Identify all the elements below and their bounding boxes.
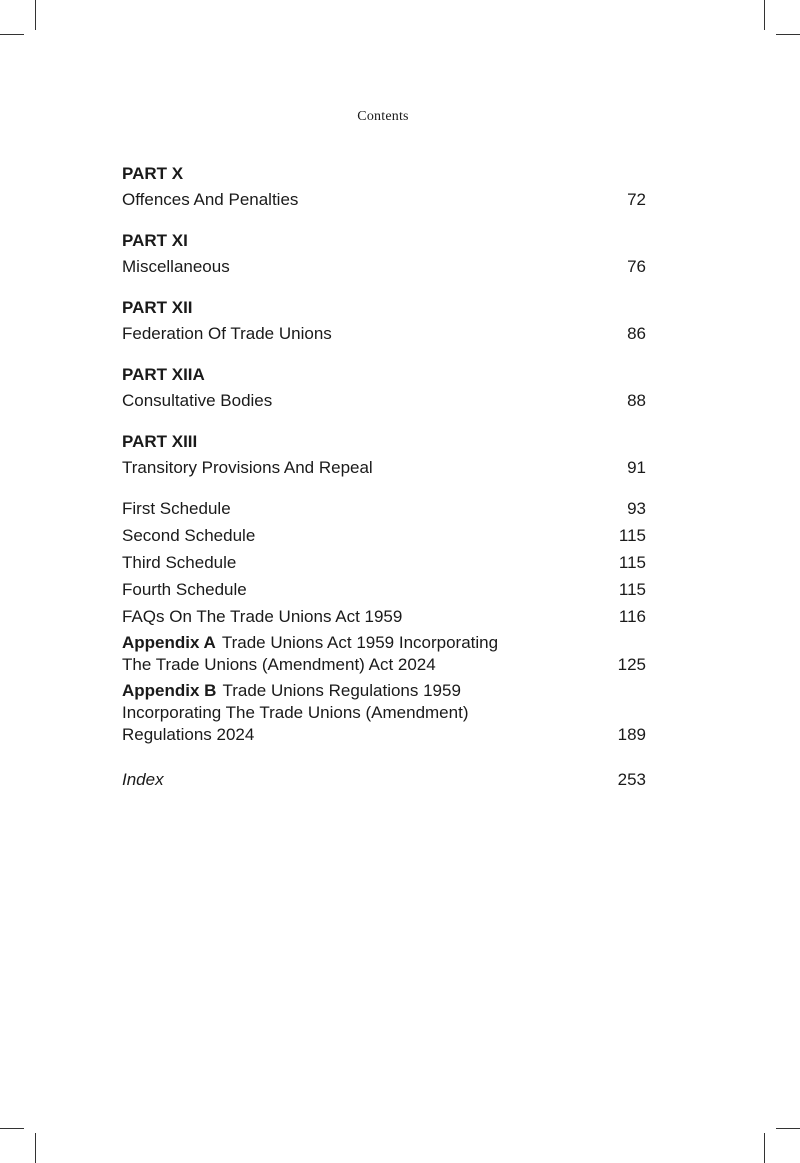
entry-page-number: 125 [617,655,646,674]
toc-entry-appendix-b[interactable] [122,680,646,746]
table-of-contents [122,160,646,793]
entry-title: Federation Of Trade Unions [122,324,332,343]
entry-page-number: 91 [627,458,646,477]
toc-part-x [122,160,646,213]
entry-title: Offences And Penalties [122,190,299,209]
entry-title: Third Schedule [122,553,237,572]
entry-title: First Schedule [122,499,231,518]
toc-entry[interactable] [122,522,646,549]
toc-entry[interactable] [122,455,646,481]
entry-page-number: 115 [618,553,646,572]
appendix-title-line: Incorporating The Trade Unions (Amendment) [122,703,469,722]
running-head: Contents [357,109,409,124]
toc-schedules [122,495,646,793]
crop-mark-bottom-left-h [0,1128,24,1129]
toc-entry[interactable] [122,576,646,603]
crop-mark-bottom-left [35,1133,36,1163]
toc-entry[interactable] [122,388,646,414]
toc-entry[interactable] [122,495,646,522]
entry-page-number: 115 [618,580,646,599]
crop-mark-top-right-h [776,34,800,35]
crop-mark-bottom-right [764,1133,765,1163]
appendix-tag: Appendix A [122,633,216,652]
entry-title: Consultative Bodies [122,391,273,410]
toc-entry[interactable] [122,187,646,213]
part-label: PART XIII [122,432,198,451]
entry-page-number: 76 [627,257,646,276]
entry-page-number: 93 [627,499,646,518]
appendix-title-line: Regulations 2024 [122,725,255,744]
toc-part-xi [122,227,646,280]
entry-title: Index [122,770,164,789]
appendix-title-line: The Trade Unions (Amendment) Act 2024 [122,655,436,674]
crop-mark-bottom-right-h [776,1128,800,1129]
entry-title [122,632,552,676]
entry-title: FAQs On The Trade Unions Act 1959 [122,607,403,626]
appendix-title-line: Trade Unions Act 1959 Incorporating [221,633,499,652]
crop-mark-top-left [35,0,36,30]
entry-title [122,680,552,746]
toc-entry[interactable] [122,603,646,630]
crop-mark-top-left-h [0,34,24,35]
entry-title: Fourth Schedule [122,580,247,599]
entry-page-number: 72 [627,190,646,209]
toc-entry[interactable] [122,549,646,576]
entry-page-number: 86 [627,324,646,343]
entry-title: Miscellaneous [122,257,230,276]
entry-page-number: 116 [618,607,646,626]
toc-part-xiia [122,361,646,414]
part-label: PART XI [122,231,188,250]
entry-page-number: 115 [618,526,646,545]
part-label: PART XIIA [122,365,205,384]
entry-page-number: 189 [617,725,646,744]
crop-mark-top-right [764,0,765,30]
toc-part-xiii [122,428,646,481]
appendix-title-line: Trade Unions Regulations 1959 [222,681,461,700]
entry-title: Transitory Provisions And Repeal [122,458,373,477]
entry-page-number: 253 [617,770,646,789]
entry-page-number: 88 [627,391,646,410]
entry-title: Second Schedule [122,526,256,545]
toc-entry-appendix-a[interactable] [122,632,646,676]
toc-entry-index[interactable] [122,766,646,793]
toc-entry[interactable] [122,254,646,280]
appendix-tag: Appendix B [122,681,217,700]
part-label: PART XII [122,298,193,317]
part-label: PART X [122,164,184,183]
toc-entry[interactable] [122,321,646,347]
toc-part-xii [122,294,646,347]
